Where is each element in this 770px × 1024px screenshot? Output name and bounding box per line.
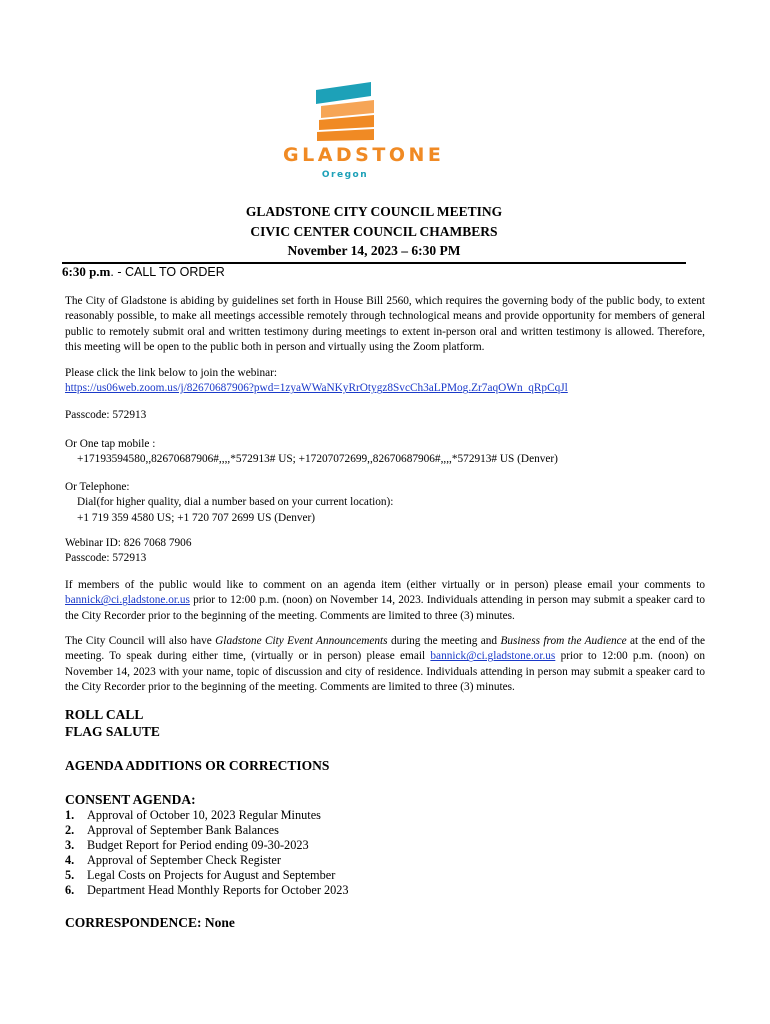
event-announcements-term: Gladstone City Event Announcements	[215, 635, 388, 647]
item-number: 3.	[65, 838, 75, 852]
call-to-order	[62, 264, 225, 280]
consent-agenda-heading: CONSENT AGENDA:	[65, 792, 196, 807]
webinar-id-block	[65, 536, 705, 567]
list-item	[65, 883, 349, 898]
speaking-instructions	[65, 634, 705, 696]
phone-numbers: +1 719 359 4580 US; +1 720 707 2699 US (Denver)	[77, 511, 316, 524]
item-text: Budget Report for Period ending 09-30-2023	[87, 838, 309, 852]
logo-mark-icon	[283, 80, 407, 142]
list-item	[65, 868, 349, 883]
comment-instructions	[65, 578, 705, 624]
item-text: Legal Costs on Projects for August and September	[87, 868, 336, 882]
mobile-numbers: +17193594580,,82670687906#,,,,*572913# US; +17207072699,,82670687906#,,,,*572913# US (Denver)	[77, 453, 558, 466]
speaking-text-1: The City Council will also have	[65, 635, 216, 647]
agenda-additions-heading: AGENDA ADDITIONS OR CORRECTIONS	[65, 758, 330, 773]
call-to-order-label: . - CALL TO ORDER	[110, 265, 225, 279]
webinar-id: Webinar ID: 826 7068 7906	[65, 537, 192, 549]
correspondence-heading: CORRESPONDENCE: None	[65, 915, 235, 930]
one-tap-mobile-block	[65, 437, 705, 468]
consent-agenda-list	[65, 808, 349, 898]
comment-text-end: prior to 12:00 p.m. (noon) on November 14, 2023. Individuals attending in person may submit a speaker card to the City Recorder prior to the beginning of the meeting. Comments are limited to three (3) minutes.	[65, 594, 705, 622]
list-item	[65, 808, 349, 823]
item-number: 1.	[65, 808, 75, 822]
item-text: Approval of September Check Register	[87, 853, 281, 867]
logo-subword: Oregon	[321, 170, 369, 180]
meeting-header	[62, 202, 686, 261]
passcode: Passcode: 572913	[65, 409, 147, 421]
telephone-block	[65, 480, 705, 526]
dial-instructions: Dial(for higher quality, dial a number based on your current location):	[77, 496, 394, 509]
webinar-block	[65, 366, 705, 397]
speaking-text-2: during the meeting and	[387, 635, 501, 647]
header-date: November 14, 2023 – 6:30 PM	[287, 243, 461, 258]
list-item	[65, 853, 349, 868]
webinar-link[interactable]: https://us06web.zoom.us/j/82670687906?pwd=1zyaWWaNKyRrOtygz8SvcCh3aLPMog.Zr7aqOWn_qRpCqJl	[65, 382, 568, 395]
item-number: 5.	[65, 868, 75, 882]
call-to-order-time: 6:30 p.m	[62, 264, 111, 279]
header-location: CIVIC CENTER COUNCIL CHAMBERS	[250, 223, 498, 239]
email-link[interactable]: bannick@ci.gladstone.or.us	[65, 594, 190, 607]
item-number: 6.	[65, 883, 75, 897]
list-item	[65, 838, 349, 853]
item-number: 4.	[65, 853, 75, 867]
list-item	[65, 823, 349, 838]
webinar-passcode: Passcode: 572913	[65, 552, 147, 565]
item-text: Approval of September Bank Balances	[87, 823, 279, 837]
speaking-text-3: at the end of the meeting. To speak during either time, (virtually or in person) please email	[65, 635, 706, 663]
mobile-label: Or One tap mobile :	[65, 438, 156, 450]
business-from-audience-term: Business from the Audience	[500, 635, 627, 647]
item-number: 2.	[65, 823, 75, 837]
roll-call-heading: ROLL CALL	[65, 707, 144, 722]
item-text: Department Head Monthly Reports for October 2023	[87, 883, 349, 897]
item-text: Approval of October 10, 2023 Regular Minutes	[87, 808, 321, 822]
telephone-label: Or Telephone:	[65, 481, 130, 493]
comment-text-start: If members of the public would like to comment on an agenda item (either virtually or in person) please email your comments to	[65, 579, 705, 591]
flag-salute-heading: FLAG SALUTE	[65, 724, 160, 739]
logo-wordmark: GLADSTONE	[283, 144, 445, 166]
email-link-2[interactable]: bannick@ci.gladstone.or.us	[430, 650, 556, 663]
webinar-prompt: Please click the link below to join the webinar:	[65, 367, 278, 379]
intro-paragraph: The City of Gladstone is abiding by guidelines set forth in House Bill 2560, which requires the governing body of the public body, to extent reasonably possible, to make all meetings accessible remotely through technological means and provide opportunity for members of general public to remotely submit oral and written testimony during meetings to extent in-person oral and written testimony is allowed. Therefore, this meeting will be open to the public both in person and virtually using the Zoom platform.	[65, 295, 705, 354]
speaking-text-4: prior to 12:00 p.m. (noon) on November 14, 2023 with your name, topic of discussion and city of residence. Individuals attending in person may submit a speaker card to the City Recorder prior to the beginning of the meeting. Comments are limited to three (3) minutes.	[65, 650, 705, 694]
header-title: GLADSTONE CITY COUNCIL MEETING	[245, 204, 503, 219]
